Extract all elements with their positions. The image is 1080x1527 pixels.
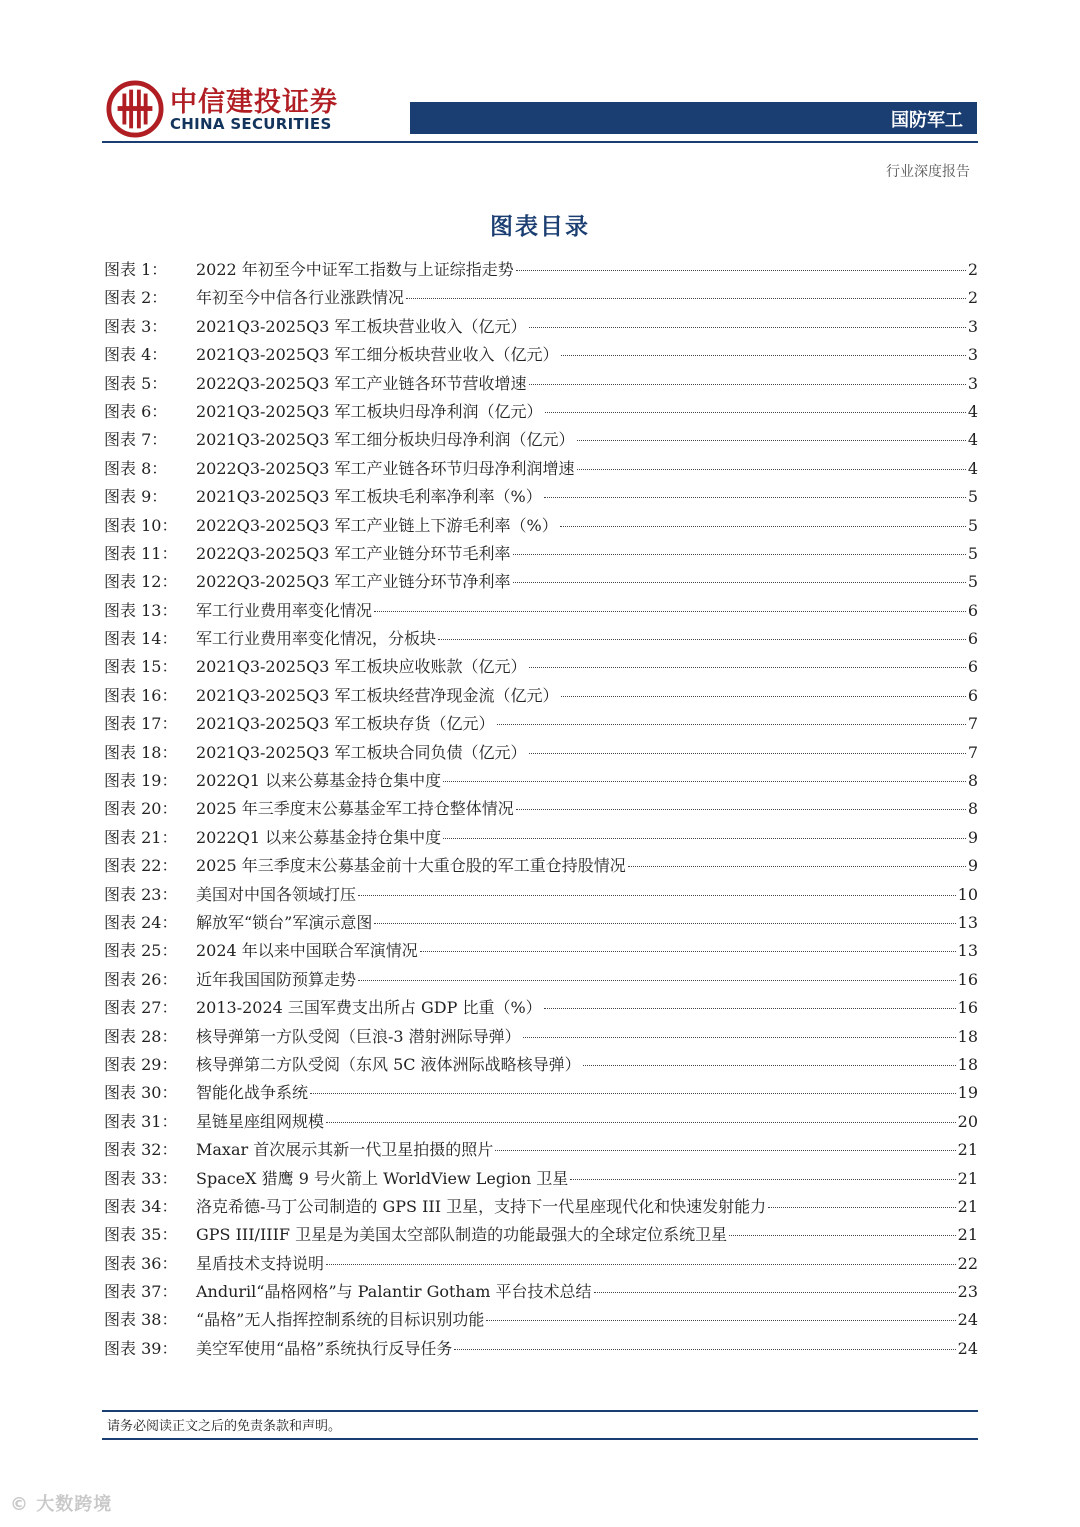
toc-leader-dots [326, 1264, 956, 1265]
toc-entry[interactable] [104, 426, 978, 454]
toc-leader-dots [628, 866, 966, 867]
toc-entry-page: 6 [967, 685, 978, 705]
toc-entry-page: 20 [957, 1111, 978, 1131]
toc-entry[interactable] [104, 795, 978, 823]
toc-entry-title: 核导弹第二方队受阅（东风 5C 液体洲际战略核导弹） [196, 1054, 581, 1074]
toc-entry[interactable] [104, 398, 978, 426]
toc-entry-title: SpaceX 猎鹰 9 号火箭上 WorldView Legion 卫星 [196, 1168, 569, 1188]
toc-leader-dots [560, 526, 966, 527]
toc-entry-title: 2022Q1 以来公募基金持仓集中度 [196, 771, 442, 791]
toc-entry-page: 18 [957, 1026, 978, 1046]
toc-entry-title: 年初至今中信各行业涨跌情况 [196, 288, 405, 308]
toc-entry-page: 18 [957, 1054, 978, 1074]
toc-entry-label: 图表 16： [104, 685, 178, 705]
toc-entry-page: 3 [967, 345, 978, 365]
toc-entry-page: 9 [967, 856, 978, 876]
toc-entry-label: 图表 31： [104, 1111, 178, 1131]
toc-leader-dots [729, 1235, 956, 1236]
toc-leader-dots [443, 781, 966, 782]
toc-entry-title: 2021Q3-2025Q3 军工板块存货（亿元） [196, 714, 495, 734]
toc-leader-dots [420, 951, 956, 952]
toc-leader-dots [544, 1008, 956, 1009]
toc-leader-dots [561, 355, 966, 356]
toc-entry-page: 16 [957, 998, 978, 1018]
toc-entry-title: 2021Q3-2025Q3 军工板块营业收入（亿元） [196, 316, 527, 336]
toc-entry-title: 解放军“锁台”军演示意图 [196, 912, 373, 932]
toc-entry-label: 图表 1： [104, 260, 168, 279]
toc-leader-dots [516, 270, 966, 271]
header-divider [102, 141, 978, 143]
toc-entry-label: 图表 21： [104, 827, 178, 847]
toc-leader-dots [486, 1320, 955, 1321]
toc-entry-page: 6 [967, 657, 978, 677]
toc-leader-dots [443, 838, 966, 839]
toc-entry-page: 5 [967, 572, 978, 592]
toc-entry[interactable] [104, 568, 978, 596]
toc-entry-title: 2022Q3-2025Q3 军工产业链各环节归母净利润增速 [196, 458, 575, 478]
toc-entry-label: 图表 9： [104, 487, 168, 507]
toc-entry-title: 2021Q3-2025Q3 军工板块毛利率净利率（%） [196, 487, 542, 507]
toc-entry[interactable] [104, 1079, 978, 1107]
toc-entry-title: “晶格”无人指挥控制系统的目标识别功能 [196, 1310, 485, 1330]
toc-entry-label: 图表 24： [104, 912, 178, 932]
toc-entry-label: 图表 8： [104, 458, 168, 478]
toc-entry-label: 图表 10： [104, 515, 178, 535]
toc-leader-dots [577, 469, 966, 470]
toc-entry-page: 2 [967, 288, 978, 308]
toc-entry[interactable] [104, 994, 978, 1022]
toc-entry[interactable] [104, 1193, 978, 1221]
toc-entry-label: 图表 26： [104, 969, 178, 989]
toc-leader-dots [577, 440, 966, 441]
toc-entry-page: 5 [967, 543, 978, 563]
toc-leader-dots [495, 1150, 955, 1151]
toc-entry-page: 3 [967, 316, 978, 336]
toc-entry-title: 核导弹第一方队受阅（巨浪-3 潜射洲际导弹） [196, 1026, 521, 1046]
toc-entry-label: 图表 38： [104, 1310, 178, 1330]
toc-entry-label: 图表 19： [104, 771, 178, 791]
toc-entry[interactable] [104, 1306, 978, 1334]
toc-entry-label: 图表 22： [104, 856, 178, 876]
toc-leader-dots [768, 1207, 956, 1208]
disclaimer: 请务必阅读正文之后的免责条款和声明。 [107, 1419, 342, 1434]
toc-entry[interactable] [104, 597, 978, 625]
toc-entry-title: 2021Q3-2025Q3 军工细分板块营业收入（亿元） [196, 345, 559, 365]
toc-entry-label: 图表 34： [104, 1196, 178, 1216]
toc-entry-page: 4 [967, 458, 978, 478]
toc-entry-label: 图表 39： [104, 1338, 178, 1358]
toc-entry[interactable] [104, 1221, 978, 1249]
toc-entry-label: 图表 18： [104, 742, 178, 762]
toc-entry-label: 图表 11： [104, 543, 178, 563]
toc-entry-label: 图表 2： [104, 288, 168, 308]
toc-entry-page: 4 [967, 430, 978, 450]
toc-entry-label: 图表 6： [104, 401, 168, 421]
toc-entry[interactable] [104, 1165, 978, 1193]
toc-entry[interactable] [104, 653, 978, 681]
toc-entry-title: 2022 年初至今中证军工指数与上证综指走势 [196, 260, 514, 279]
toc-entry[interactable] [104, 1051, 978, 1079]
toc-leader-dots [438, 639, 966, 640]
toc-leader-dots [545, 412, 966, 413]
toc-leader-dots [358, 895, 956, 896]
toc-entry-page: 6 [967, 629, 978, 649]
toc-entry[interactable] [104, 767, 978, 795]
toc-entry-page: 21 [957, 1196, 978, 1216]
toc-leader-dots [374, 611, 966, 612]
toc-entry-page: 13 [957, 912, 978, 932]
toc-entry-title: 军工行业费用率变化情况，分板块 [196, 629, 437, 649]
toc-entry-title: 2021Q3-2025Q3 军工细分板块归母净利润（亿元） [196, 430, 575, 450]
toc-entry[interactable] [104, 313, 978, 341]
toc-entry[interactable] [104, 540, 978, 568]
toc-entry-title: 2021Q3-2025Q3 军工板块应收账款（亿元） [196, 657, 527, 677]
toc-entry-label: 图表 12： [104, 572, 178, 592]
toc-entry[interactable] [104, 824, 978, 852]
toc-entry-label: 图表 27： [104, 998, 178, 1018]
toc-entry-label: 图表 7： [104, 430, 168, 450]
toc-entry[interactable] [104, 710, 978, 738]
toc-entry-title: 军工行业费用率变化情况 [196, 600, 373, 620]
toc-entry-label: 图表 3： [104, 316, 168, 336]
toc-entry-page: 21 [957, 1168, 978, 1188]
toc-entry-page: 7 [967, 714, 978, 734]
toc-entry-page: 5 [967, 487, 978, 507]
watermark-icon: © [10, 1494, 29, 1515]
toc-entry[interactable] [104, 1023, 978, 1051]
toc-entry-title: 2022Q3-2025Q3 军工产业链各环节营收增速 [196, 373, 527, 393]
toc-leader-dots [529, 327, 966, 328]
toc-entry[interactable] [104, 284, 978, 312]
toc-leader-dots [583, 1065, 956, 1066]
toc-entry-page: 4 [967, 401, 978, 421]
toc-leader-dots [406, 298, 966, 299]
toc-entry-title: 2022Q3-2025Q3 军工产业链上下游毛利率（%） [196, 515, 558, 535]
toc-leader-dots [529, 384, 966, 385]
toc-entry-page: 16 [957, 969, 978, 989]
toc-entry[interactable] [104, 1136, 978, 1164]
toc-leader-dots [594, 1292, 956, 1293]
toc-entry[interactable] [104, 455, 978, 483]
toc-entry-page: 7 [967, 742, 978, 762]
toc-entry-page: 3 [967, 373, 978, 393]
toc-leader-dots [454, 1349, 955, 1350]
toc-entry-label: 图表 29： [104, 1054, 178, 1074]
toc-entry-page: 2 [967, 260, 978, 279]
toc-entry-page: 5 [967, 515, 978, 535]
toc-leader-dots [516, 809, 966, 810]
toc-leader-dots [497, 724, 966, 725]
toc-leader-dots [374, 923, 955, 924]
report-type: 行业深度报告 [886, 164, 970, 180]
toc-entry-page: 21 [957, 1225, 978, 1245]
watermark-text: 大数跨境 [36, 1494, 113, 1515]
toc-entry-title: 2021Q3-2025Q3 军工板块经营净现金流（亿元） [196, 685, 559, 705]
toc-title: 图表目录 [490, 214, 590, 240]
toc-entry-label: 图表 23： [104, 884, 178, 904]
figure-table-of-contents [104, 256, 978, 1363]
toc-leader-dots [358, 980, 956, 981]
page-header [0, 0, 1080, 200]
sector-label: 国防军工 [891, 110, 963, 131]
toc-leader-dots [513, 582, 966, 583]
toc-entry[interactable] [104, 370, 978, 398]
toc-leader-dots [561, 696, 966, 697]
sector-banner [410, 102, 977, 134]
toc-entry-label: 图表 33： [104, 1168, 178, 1188]
toc-entry-label: 图表 4： [104, 345, 168, 365]
toc-entry-title: 2022Q1 以来公募基金持仓集中度 [196, 827, 442, 847]
toc-entry-page: 8 [967, 799, 978, 819]
toc-entry-title: 星链星座组网规模 [196, 1111, 325, 1131]
toc-entry-page: 21 [957, 1140, 978, 1160]
toc-entry-title: 2025 年三季度末公募基金前十大重仓股的军工重仓持股情况 [196, 856, 626, 876]
toc-entry-page: 8 [967, 771, 978, 791]
toc-entry-label: 图表 30： [104, 1083, 178, 1103]
toc-entry-page: 10 [957, 884, 978, 904]
toc-entry-title: 2013-2024 三国军费支出所占 GDP 比重（%） [196, 998, 542, 1018]
toc-entry-title: Maxar 首次展示其新一代卫星拍摄的照片 [196, 1140, 494, 1160]
toc-entry[interactable] [104, 739, 978, 767]
toc-entry[interactable] [104, 909, 978, 937]
company-logo [106, 78, 346, 142]
toc-leader-dots [523, 1037, 956, 1038]
toc-entry-page: 6 [967, 600, 978, 620]
toc-leader-dots [529, 667, 966, 668]
toc-entry[interactable] [104, 512, 978, 540]
toc-entry-title: 2021Q3-2025Q3 军工板块合同负债（亿元） [196, 742, 527, 762]
toc-entry[interactable] [104, 852, 978, 880]
toc-entry-label: 图表 5： [104, 373, 168, 393]
toc-entry-label: 图表 36： [104, 1253, 178, 1273]
toc-entry[interactable] [104, 682, 978, 710]
toc-entry-page: 24 [957, 1310, 978, 1330]
toc-leader-dots [570, 1179, 955, 1180]
toc-entry-page: 13 [957, 941, 978, 961]
toc-entry-title: 2022Q3-2025Q3 军工产业链分环节净利率 [196, 572, 511, 592]
toc-entry-title: 智能化战争系统 [196, 1083, 309, 1103]
toc-entry[interactable] [104, 1335, 978, 1363]
company-name-cn: 中信建投证券 [170, 87, 338, 118]
toc-entry-label: 图表 32： [104, 1140, 178, 1160]
toc-entry-page: 23 [957, 1282, 978, 1302]
toc-leader-dots [326, 1122, 956, 1123]
toc-entry[interactable] [104, 256, 978, 284]
toc-entry-page: 19 [957, 1083, 978, 1103]
footer-divider-top [102, 1410, 978, 1412]
toc-entry[interactable] [104, 937, 978, 965]
company-name-en: CHINA SECURITIES [170, 115, 332, 133]
toc-leader-dots [310, 1093, 956, 1094]
toc-entry-title: 2022Q3-2025Q3 军工产业链分环节毛利率 [196, 543, 511, 563]
watermark [10, 1490, 112, 1516]
toc-leader-dots [544, 497, 966, 498]
toc-entry-page: 9 [967, 827, 978, 847]
toc-entry-title: Anduril“晶格网格”与 Palantir Gotham 平台技术总结 [196, 1282, 592, 1302]
toc-entry-title: 2021Q3-2025Q3 军工板块归母净利润（亿元） [196, 401, 543, 421]
toc-entry-title: 洛克希德-马丁公司制造的 GPS III 卫星，支持下一代星座现代化和快速发射能力 [196, 1196, 767, 1216]
toc-entry-label: 图表 17： [104, 714, 178, 734]
toc-entry-title: 美国对中国各领域打压 [196, 884, 357, 904]
citic-logo-icon [106, 80, 164, 138]
toc-leader-dots [529, 753, 966, 754]
toc-entry-label: 图表 35： [104, 1225, 178, 1245]
toc-entry[interactable] [104, 341, 978, 369]
toc-entry[interactable] [104, 966, 978, 994]
toc-entry-title: 近年我国国防预算走势 [196, 969, 357, 989]
toc-entry-title: 美空军使用“晶格”系统执行反导任务 [196, 1338, 453, 1358]
toc-entry[interactable] [104, 483, 978, 511]
toc-entry-title: GPS III/IIIF 卫星是为美国太空部队制造的功能最强大的全球定位系统卫星 [196, 1225, 728, 1245]
toc-entry-title: 2024 年以来中国联合军演情况 [196, 941, 418, 961]
toc-entry[interactable] [104, 881, 978, 909]
toc-entry-label: 图表 25： [104, 941, 178, 961]
toc-entry[interactable] [104, 1250, 978, 1278]
toc-entry-label: 图表 13： [104, 600, 178, 620]
toc-entry-label: 图表 14： [104, 629, 178, 649]
toc-entry[interactable] [104, 625, 978, 653]
toc-entry-title: 2025 年三季度末公募基金军工持仓整体情况 [196, 799, 514, 819]
toc-entry-page: 22 [957, 1253, 978, 1273]
toc-entry[interactable] [104, 1108, 978, 1136]
toc-entry-label: 图表 28： [104, 1026, 178, 1046]
toc-entry-label: 图表 15： [104, 657, 178, 677]
toc-entry[interactable] [104, 1278, 978, 1306]
toc-leader-dots [513, 554, 966, 555]
toc-entry-label: 图表 20： [104, 799, 178, 819]
footer-divider-bottom [102, 1438, 978, 1440]
toc-entry-title: 星盾技术支持说明 [196, 1253, 325, 1273]
toc-entry-label: 图表 37： [104, 1282, 178, 1302]
toc-entry-page: 24 [957, 1338, 978, 1358]
